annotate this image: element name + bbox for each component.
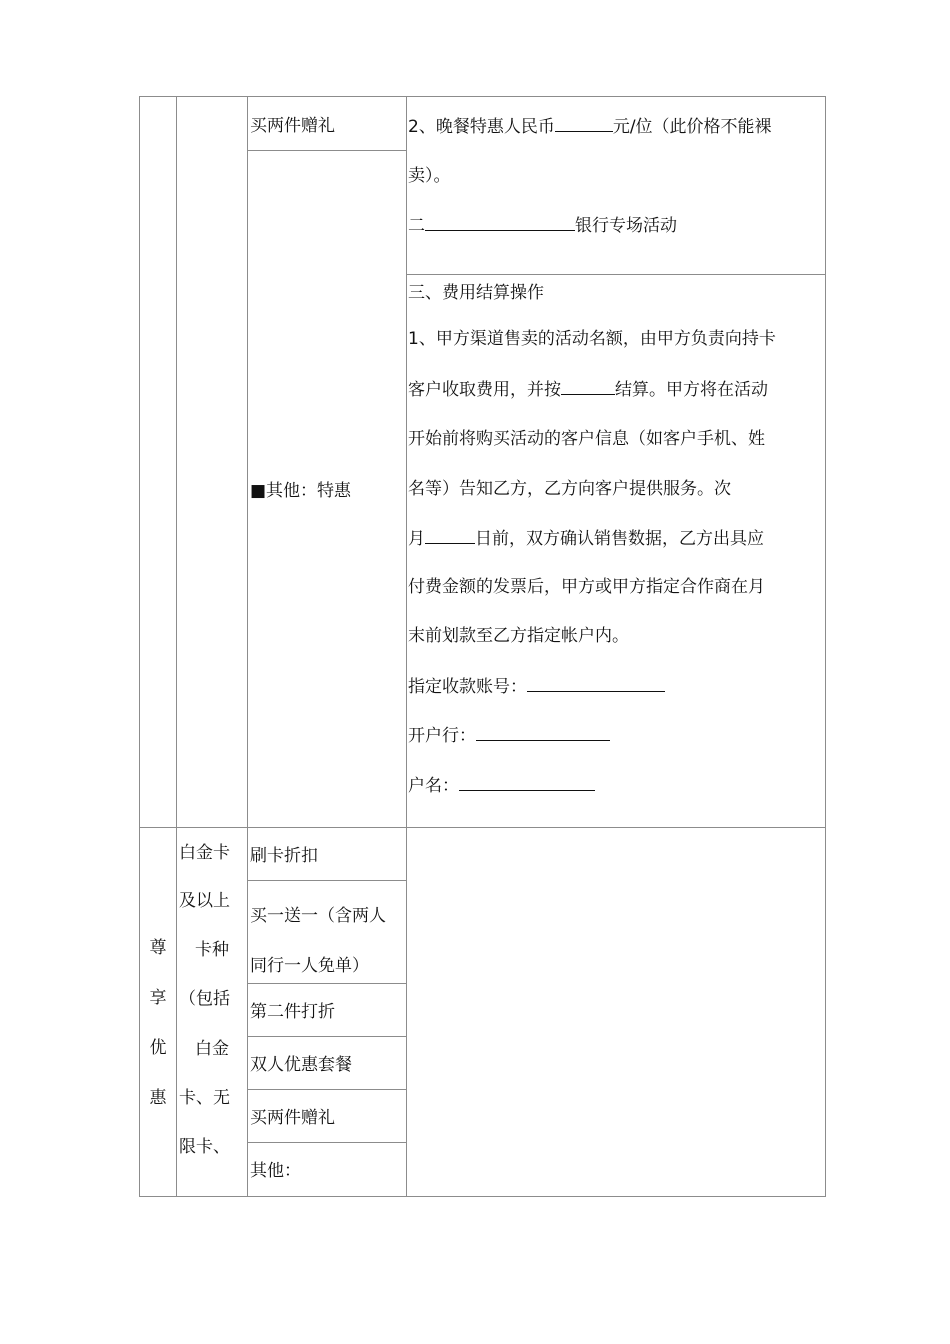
table-top-border [139, 96, 826, 97]
heading-char: 享 [149, 988, 167, 1008]
price-blank [555, 115, 613, 132]
table-bottom-border [139, 1196, 826, 1197]
card-type-line: 卡种 [195, 940, 229, 960]
card-type-line: 白金卡 [179, 843, 230, 863]
offer-couple-package: 双人优惠套餐 [250, 1055, 352, 1075]
settlement-method-blank [561, 378, 615, 395]
offer-buy-one-get-one-cont: 同行一人免单） [250, 956, 369, 976]
settlement-paragraph-line: 名等）告知乙方，乙方向客户提供服务。次 [408, 479, 731, 499]
offer-buy-two-gift-2: 买两件赠礼 [250, 1108, 335, 1128]
account-name-field [408, 774, 595, 797]
settlement-text: 日前，双方确认销售数据，乙方出具应 [475, 529, 764, 549]
card-type-line: 限卡、 [179, 1137, 230, 1157]
offer-second-item-discount: 第二件打折 [250, 1002, 335, 1022]
offer-card-discount: 刷卡折扣 [250, 846, 318, 866]
col2-divider [247, 96, 248, 1197]
settlement-paragraph-line: 开始前将购买活动的客户信息（如客户手机、姓 [408, 429, 765, 449]
account-number-blank [527, 675, 665, 692]
card-type-line: 及以上 [179, 891, 230, 911]
account-number-label: 指定收款账号： [408, 677, 527, 697]
card-type-line: 卡、无 [179, 1088, 230, 1108]
settlement-text: 结算。甲方将在活动 [615, 380, 768, 400]
dinner-special-line-2: 卖）。 [408, 166, 451, 186]
settlement-text: 客户收取费用，并按 [408, 380, 561, 400]
settlement-paragraph-line: 1、甲方渠道售卖的活动名额，由甲方负责向持卡 [408, 329, 776, 349]
col3-divider [406, 96, 407, 1197]
settlement-paragraph-line: 付费金额的发票后，甲方或甲方指定合作商在月 [408, 577, 765, 597]
section-two-label: 二 [408, 216, 425, 236]
settlement-paragraph-line: 末前划款至乙方指定帐户内。 [408, 626, 629, 646]
settlement-text: 月 [408, 529, 425, 549]
bank-event-line [408, 214, 677, 237]
table-mid-border [139, 827, 826, 828]
bank-blank [476, 724, 610, 741]
bottom-row-divider [247, 983, 407, 984]
account-name-label: 户名： [408, 776, 459, 796]
offer-buy-two-gift: 买两件赠礼 [250, 116, 335, 136]
card-type-line: （包括 [179, 989, 230, 1009]
bottom-row-divider [247, 880, 407, 881]
table-right-border [825, 96, 826, 1197]
bottom-row-divider [247, 1142, 407, 1143]
bank-field [408, 724, 610, 747]
settlement-paragraph-line [408, 527, 764, 550]
bottom-row-divider [247, 1036, 407, 1037]
col1-divider [176, 96, 177, 1197]
col3-row-divider [247, 150, 407, 151]
table-left-border [139, 96, 140, 1197]
bank-event-label: 银行专场活动 [575, 216, 677, 236]
heading-char: 惠 [149, 1088, 167, 1108]
dinner-special-line [408, 115, 772, 138]
day-blank [425, 527, 475, 544]
account-name-blank [459, 774, 595, 791]
card-type-line: 白金 [195, 1039, 229, 1059]
heading-char: 尊 [149, 938, 167, 958]
col4-row-divider [406, 274, 826, 275]
bottom-row-divider [247, 1089, 407, 1090]
bank-name-blank [425, 214, 575, 231]
dinner-special-suffix: 元/位（此价格不能裸 [612, 117, 772, 137]
dinner-special-label: 2、晚餐特惠人民币 [408, 117, 555, 137]
settlement-paragraph-line [408, 378, 768, 401]
offer-other-special: ■其他：特惠 [250, 481, 352, 501]
heading-char: 优 [149, 1038, 167, 1058]
offer-buy-one-get-one: 买一送一（含两人 [250, 906, 386, 926]
bank-label: 开户行： [408, 726, 476, 746]
section-three-heading: 三、费用结算操作 [408, 283, 544, 303]
offer-other: 其他： [250, 1161, 301, 1181]
account-number-field [408, 675, 665, 698]
